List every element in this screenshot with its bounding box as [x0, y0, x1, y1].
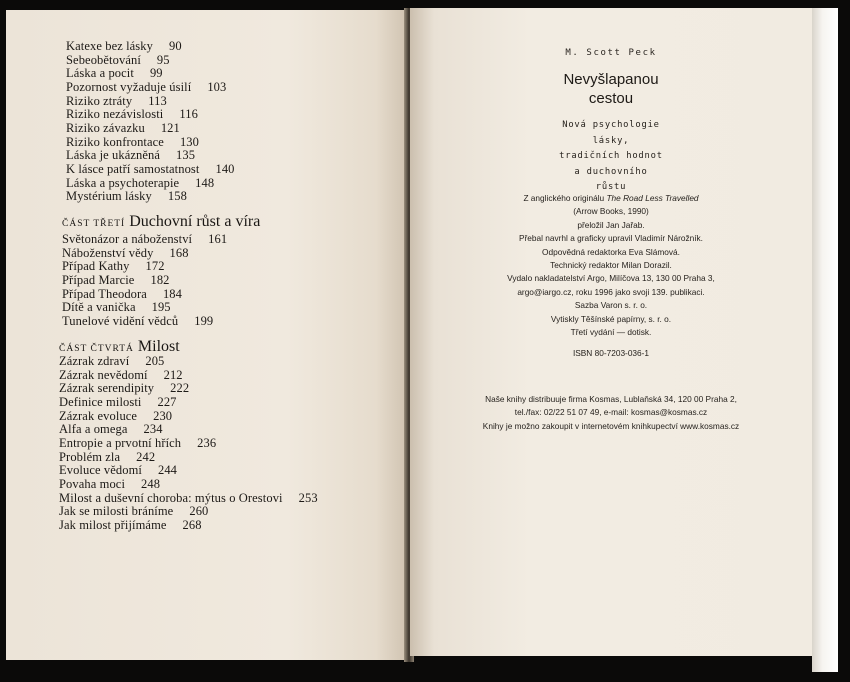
original-title: The Road Less Travelled — [606, 193, 699, 203]
toc-entry-page: 140 — [215, 161, 235, 176]
credits-block — [410, 192, 812, 339]
toc-entry — [62, 314, 213, 329]
toc-entry-title: Zázrak evoluce — [59, 408, 138, 423]
toc-entry-page: 113 — [148, 93, 167, 108]
credit-line: Přebal navrhl a graficky upravil Vladimír Nárožník. — [519, 233, 703, 244]
imprint-page — [410, 8, 812, 656]
toc-entry-page: 168 — [169, 245, 189, 260]
toc-entry-title: Zázrak nevědomí — [59, 367, 148, 382]
toc-entry-title: Náboženství vědy — [62, 245, 154, 260]
original-prefix: Z anglického originálu — [523, 193, 605, 203]
toc-entry-page: 161 — [208, 232, 228, 246]
toc-entry-page: 90 — [168, 39, 182, 53]
distribution-line: Knihy je možno zakoupit v internetovém knihkupectví www.kosmas.cz — [482, 420, 740, 431]
toc-entry-page: 184 — [162, 286, 182, 301]
toc-entry-title: Evoluce vědomí — [59, 463, 142, 478]
book-title — [410, 70, 812, 108]
author-name: M. Scott Peck — [565, 48, 657, 58]
credit-line: Třetí vydání — dotisk. — [570, 327, 652, 338]
toc-entry-title: Sebeobětování — [66, 52, 141, 67]
toc-entry-page: 135 — [176, 148, 196, 163]
toc-entry-title: Mystérium lásky — [66, 189, 152, 204]
toc-entry-title: Katexe bez lásky — [66, 39, 153, 53]
toc-entry-page: 205 — [145, 354, 165, 368]
toc-entry-page: 130 — [179, 134, 200, 149]
toc-entry-title: K lásce patří samostatnost — [66, 161, 200, 176]
book-subtitle — [410, 118, 812, 196]
credit-line: Vytiskly Těšínské papírny, s. r. o. — [550, 313, 672, 324]
toc-entry-page: 212 — [163, 367, 183, 382]
toc-entry-page: 95 — [156, 52, 170, 67]
credit-line: (Arrow Books, 1990) — [573, 206, 649, 217]
toc-entry-title: Riziko konfrontace — [66, 134, 164, 149]
toc-entry-title: Povaha moci — [59, 476, 126, 491]
credit-line: Odpovědná redaktorka Eva Slámová. — [542, 246, 680, 257]
toc-entry-page: 253 — [298, 490, 318, 505]
toc-entry-page: 182 — [150, 272, 170, 287]
toc-entry-page: 103 — [207, 79, 227, 94]
toc-entry-title: Zázrak zdraví — [59, 354, 130, 368]
toc-entry-page: 199 — [194, 313, 214, 328]
toc-entry-page: 172 — [145, 259, 165, 274]
toc-entry-page: 230 — [153, 408, 173, 423]
part-label: ČÁST ČTVRTÁ — [59, 344, 134, 354]
toc-entry-title: Riziko nezávislosti — [66, 107, 164, 122]
distribution-line: tel./fax: 02/22 51 07 49, e-mail: kosmas@kosmas.cz — [514, 407, 708, 418]
toc-entry-title: Entropie a prvotní hřích — [59, 435, 182, 450]
distribution-line: Naše knihy distribuuje firma Kosmas, Lublaňská 34, 120 00 Praha 2, — [485, 394, 737, 404]
credit-line: přeložil Jan Jařab. — [577, 219, 645, 230]
toc-entry-title: Láska a pocit — [66, 66, 134, 81]
toc-entry-page: 121 — [160, 120, 180, 135]
toc-entry-title: Případ Theodora — [62, 286, 147, 301]
isbn: ISBN 80-7203-036-1 — [572, 348, 650, 358]
toc-entry-page: 268 — [182, 517, 202, 532]
toc-entry-page: 116 — [179, 107, 198, 122]
toc-entry-title: Láska a psychoterapie — [66, 175, 180, 190]
toc-entry-page: 222 — [170, 381, 190, 396]
subtitle-line: a duchovního — [574, 166, 648, 177]
toc-entry-page: 158 — [167, 189, 187, 204]
subtitle-line: Nová psychologie — [562, 120, 660, 130]
credit-line: argo@iargo.cz, roku 1996 jako svoji 139. publikaci. — [517, 286, 705, 297]
book-title-line: Nevyšlapanou — [563, 71, 659, 88]
toc-entry-title: Případ Marcie — [62, 272, 135, 287]
toc-entry-title: Tunelové vidění vědců — [62, 313, 179, 328]
toc-entry-title: Zázrak serendipity — [59, 381, 155, 396]
toc-entry-page: 195 — [151, 300, 171, 315]
credit-line: Technický redaktor Milan Dorazil. — [550, 260, 672, 271]
part-title: Duchovní růst a víra — [129, 213, 261, 230]
book-title-line: cestou — [588, 90, 634, 107]
toc-entry-title: Riziko závazku — [66, 120, 145, 135]
toc-entry-title: Jak milost přijímáme — [59, 517, 167, 532]
toc-entry-title: Pozornost vyžaduje úsilí — [66, 79, 192, 94]
toc-entry-title: Riziko ztráty — [66, 93, 133, 108]
part-heading — [62, 213, 260, 231]
toc-entry — [59, 518, 202, 533]
toc-entry — [66, 189, 187, 204]
toc-entry-page: 236 — [197, 435, 217, 450]
part-title: Milost — [137, 338, 180, 355]
toc-entry-title: Jak se milosti bráníme — [59, 504, 174, 519]
toc-entry-page: 244 — [157, 463, 178, 478]
toc-entry-title: Problém zla — [59, 449, 121, 464]
toc-entry-title: Definice milosti — [59, 394, 142, 409]
toc-entry-title: Případ Kathy — [62, 259, 130, 274]
toc-entry-title: Světonázor a náboženství — [62, 232, 193, 246]
page-block-edge — [812, 8, 838, 672]
toc-entry-page: 227 — [157, 394, 177, 409]
toc-entry-page: 99 — [149, 66, 163, 81]
toc-entry-title: Alfa a omega — [59, 422, 128, 437]
toc-entry-page: 148 — [195, 175, 215, 190]
part-label: ČÁST TŘETÍ — [62, 219, 126, 229]
original-title-line — [410, 192, 812, 205]
subtitle-line: lásky, — [592, 135, 630, 146]
toc-entry-page: 242 — [136, 449, 156, 464]
distribution-note — [410, 393, 812, 433]
credit-line: Sazba Varon s. r. o. — [574, 300, 648, 311]
toc-entry-page: 260 — [189, 504, 209, 519]
credit-line: Vydalo nakladatelství Argo, Milíčova 13, 130 00 Praha 3, — [507, 273, 715, 284]
left-page — [6, 10, 408, 660]
toc-entry-title: Dítě a vanička — [62, 300, 136, 315]
toc-entry-title: Láska je ukázněná — [66, 148, 161, 163]
subtitle-line: tradičních hodnot — [559, 151, 663, 161]
toc-entry-page: 248 — [141, 476, 161, 491]
subtitle-line: růstu — [595, 182, 627, 192]
right-page — [410, 8, 812, 656]
toc-entry-page: 234 — [143, 422, 163, 437]
table-of-contents — [6, 10, 408, 660]
toc-entry-title: Milost a duševní choroba: mýtus o Orestovi — [59, 490, 283, 505]
